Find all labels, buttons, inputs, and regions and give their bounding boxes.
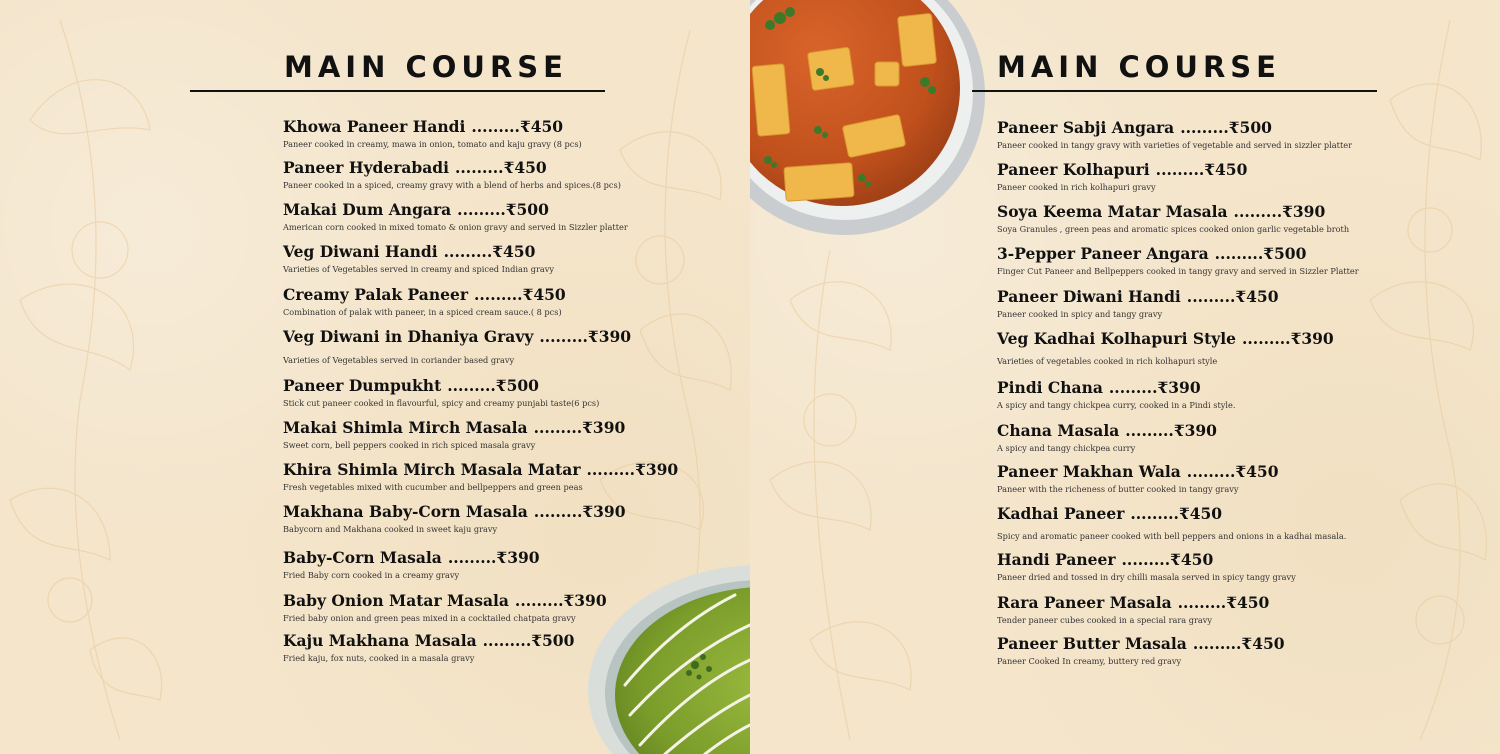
item-price: .........₹450 [471, 117, 564, 136]
item-description: Paneer cooked in spicy and tangy gravy [997, 309, 1163, 319]
item-price: .........₹450 [1192, 634, 1285, 653]
menu-item [997, 505, 1346, 541]
item-name: Paneer Hyderabadi [283, 158, 450, 177]
item-price: .........₹450 [1130, 504, 1223, 523]
item-name: Paneer Dumpukht [283, 376, 442, 395]
menu-item [283, 632, 574, 663]
menu-item [283, 377, 599, 408]
item-price: .........₹500 [457, 200, 549, 219]
item-name: Creamy Palak Paneer [283, 285, 469, 304]
item-name: Rara Paneer Masala [997, 593, 1172, 612]
item-description: American corn cooked in mixed tomato & onion gravy and served in Sizzler platter [283, 222, 628, 232]
menu-item [997, 551, 1296, 582]
menu-item [283, 549, 540, 580]
palak-curry-bowl-image [585, 565, 750, 754]
item-description: Spicy and aromatic paneer cooked with bell peppers and onions in a kadhai masala. [997, 531, 1347, 541]
menu-item [283, 286, 566, 317]
menu-item [283, 503, 626, 534]
item-description: Fresh vegetables mixed with cucumber and bellpeppers and green peas [283, 482, 583, 492]
item-name: Baby Onion Matar Masala [283, 591, 509, 610]
item-name: Makhana Baby-Corn Masala [283, 502, 528, 521]
item-name: Khira Shimla Mirch Masala Matar [283, 460, 581, 479]
item-description: Combination of palak with paneer, in a spiced cream sauce.( 8 pcs) [283, 307, 562, 317]
item-name: Paneer Kolhapuri [997, 160, 1150, 179]
item-name: Kaju Makhana Masala [283, 631, 477, 650]
item-description: Stick cut paneer cooked in flavourful, spicy and creamy punjabi taste(6 pcs) [283, 398, 600, 408]
menu-item [997, 203, 1349, 234]
menu-item [283, 419, 625, 450]
item-price: .........₹390 [447, 548, 540, 567]
item-description: Paneer cooked in a spiced, creamy gravy with a blend of herbs and spices.(8 pcs) [283, 180, 621, 190]
item-price: .........₹500 [447, 376, 539, 395]
item-price: .........₹390 [586, 460, 679, 479]
item-description: A spicy and tangy chickpea curry, cooked in a Pindi style. [997, 400, 1236, 410]
menu-item [283, 592, 607, 623]
page-title: MAIN COURSE [997, 50, 1281, 84]
item-price: .........₹390 [1242, 329, 1334, 348]
item-description: Paneer cooked in rich kolhapuri gravy [997, 182, 1156, 192]
menu-item [283, 461, 678, 492]
item-name: Handi Paneer [997, 550, 1116, 569]
menu-item [997, 463, 1279, 494]
item-price: .........₹390 [1125, 421, 1217, 440]
item-description: Fried baby onion and green peas mixed in a cocktailed chatpata gravy [283, 613, 576, 623]
item-price: .........₹390 [533, 502, 626, 521]
item-description: Tender paneer cubes cooked in a special rara gravy [997, 615, 1213, 625]
page-title: MAIN COURSE [284, 50, 568, 84]
item-description: Fried Baby corn cooked in a creamy gravy [283, 570, 460, 580]
item-price: .........₹500 [1214, 244, 1307, 263]
item-description: Fried kaju, fox nuts, cooked in a masala gravy [283, 653, 475, 663]
item-name: Makai Dum Angara [283, 200, 452, 219]
item-description: A spicy and tangy chickpea curry [997, 443, 1136, 453]
item-price: .........₹450 [443, 242, 536, 261]
menu-item [283, 243, 554, 274]
title-rule [190, 90, 605, 92]
item-name: Makai Shimla Mirch Masala [283, 418, 528, 437]
menu-item [283, 328, 631, 365]
item-price: .........₹390 [539, 327, 632, 346]
item-name: Kadhai Paneer [997, 504, 1125, 523]
item-description: Varieties of Vegetables served in creamy and spiced Indian gravy [283, 264, 555, 274]
item-name: Pindi Chana [997, 378, 1103, 397]
menu-item [997, 288, 1279, 319]
item-name: Paneer Diwani Handi [997, 287, 1181, 306]
item-price: .........₹390 [533, 418, 626, 437]
item-description: Varieties of vegetables cooked in rich kolhapuri style [997, 356, 1218, 366]
item-price: .........₹450 [474, 285, 566, 304]
item-name: Soya Keema Matar Masala [997, 202, 1228, 221]
menu-item [283, 118, 582, 149]
menu-item [997, 161, 1247, 192]
item-name: Baby-Corn Masala [283, 548, 442, 567]
item-name: Veg Diwani in Dhaniya Gravy [283, 327, 534, 346]
item-description: Paneer dried and tossed in dry chilli masala served in spicy tangy gravy [997, 572, 1296, 582]
item-description: Babycorn and Makhana cooked in sweet kaju gravy [283, 524, 498, 534]
item-price: .........₹390 [514, 591, 607, 610]
item-price: .........₹450 [1177, 593, 1270, 612]
item-price: .........₹390 [1233, 202, 1326, 221]
menu-item [283, 201, 628, 232]
item-name: Paneer Butter Masala [997, 634, 1187, 653]
item-name: Paneer Makhan Wala [997, 462, 1181, 481]
menu-item [997, 635, 1285, 666]
item-name: Chana Masala [997, 421, 1120, 440]
item-description: Finger Cut Paneer and Bellpeppers cooked in tangy gravy and served in Sizzler Platter [997, 266, 1359, 276]
item-price: .........₹500 [1180, 118, 1272, 137]
item-description: Paneer cooked in creamy, mawa in onion, tomato and kaju gravy (8 pcs) [283, 139, 582, 149]
item-price: .........₹450 [1155, 160, 1248, 179]
menu-item [997, 119, 1352, 150]
item-price: .........₹450 [1121, 550, 1214, 569]
paneer-curry-bowl-image [750, 0, 990, 240]
menu-item [283, 159, 621, 190]
item-price: .........₹500 [482, 631, 575, 650]
item-price: .........₹450 [1186, 287, 1279, 306]
menu-item [997, 379, 1235, 410]
menu-page-right [750, 0, 1500, 754]
item-name: Paneer Sabji Angara [997, 118, 1175, 137]
menu-item [997, 594, 1269, 625]
item-description: Paneer Cooked In creamy, buttery red gravy [997, 656, 1182, 666]
item-price: .........₹450 [1186, 462, 1279, 481]
item-name: 3-Pepper Paneer Angara [997, 244, 1209, 263]
item-name: Veg Kadhai Kolhapuri Style [997, 329, 1236, 348]
item-description: Paneer with the richeness of butter cooked in tangy gravy [997, 484, 1239, 494]
item-name: Veg Diwani Handi [283, 242, 438, 261]
item-description: Paneer cooked in tangy gravy with varieties of vegetable and served in sizzler platter [997, 140, 1353, 150]
menu-item [997, 330, 1334, 366]
item-description: Sweet corn, bell peppers cooked in rich spiced masala gravy [283, 440, 536, 450]
title-rule [972, 90, 1377, 92]
menu-item [997, 422, 1217, 453]
item-price: .........₹390 [1108, 378, 1201, 397]
item-description: Varieties of Vegetables served in coriander based gravy [283, 355, 515, 365]
menu-item [997, 245, 1359, 276]
item-name: Khowa Paneer Handi [283, 117, 466, 136]
item-price: .........₹450 [455, 158, 547, 177]
item-description: Soya Granules , green peas and aromatic spices cooked onion garlic vegetable broth [997, 224, 1350, 234]
